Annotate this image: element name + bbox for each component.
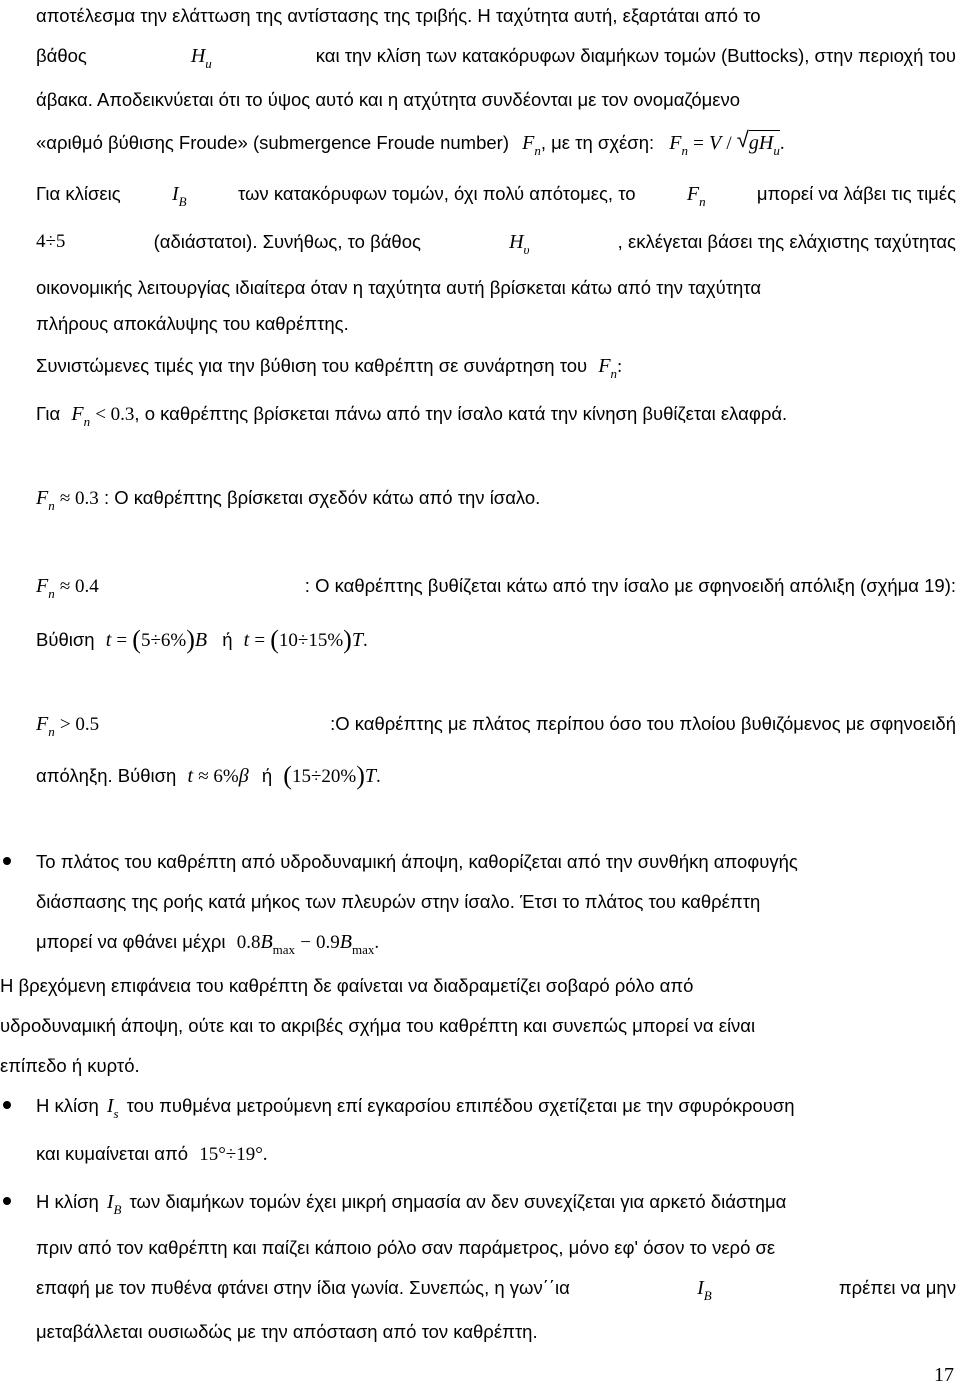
text: Η βρεχόμενη επιφάνεια του καθρέπτη δε φαίνεται να διαδραμετίζει σοβαρό ρόλο από bbox=[0, 975, 694, 996]
text-line bbox=[36, 1142, 956, 1167]
bullet-icon bbox=[0, 853, 16, 869]
text: : Ο καθρέπτης βυθίζεται κάτω από την ίσαλο με σφηνοειδή απόλιξη (σχήμα 19): bbox=[304, 575, 956, 596]
text-line bbox=[36, 574, 956, 600]
text: του πυθμένα μετρούμενη επί εγκαρσίου επιπέδου σχετίζεται με την σφυρόκρουση bbox=[126, 1095, 795, 1116]
text-line bbox=[36, 890, 956, 914]
text-line bbox=[36, 930, 956, 956]
math-range: 4÷5 bbox=[36, 231, 66, 252]
text: διάσπασης της ροής κατά μήκος των πλευρών στην ίσαλο. Έτσι το πλάτος του καθρέπτη bbox=[36, 891, 761, 912]
text: απόληξη. Βύθιση bbox=[36, 765, 177, 786]
text: και την κλίση των κατακόρυφων διαμήκων τομών (Buttocks), στην περιοχή του bbox=[315, 45, 956, 66]
math-Hupsilon: $H_\upsilon$ bbox=[509, 231, 530, 257]
math-immersion: (15÷20%)T. bbox=[283, 761, 381, 790]
math-immersion: t = (10÷15%)T. bbox=[243, 625, 368, 654]
text-line bbox=[0, 1014, 956, 1038]
text: των διαμήκων τομών έχει μικρή σημασία αν δεν συνεχίζεται για αρκετό διάστημα bbox=[129, 1191, 787, 1212]
math-Is: $I_s$ bbox=[106, 1095, 119, 1121]
text: Βύθιση bbox=[36, 629, 95, 650]
text-line bbox=[0, 974, 956, 998]
text-line bbox=[36, 127, 956, 158]
text: πλήρους αποκάλυψης του καθρέπτης. bbox=[36, 313, 349, 334]
text-line bbox=[36, 182, 956, 208]
text-line bbox=[36, 762, 956, 789]
bullet-icon bbox=[0, 1097, 16, 1113]
text: Η κλίση bbox=[36, 1191, 99, 1212]
text: ή bbox=[222, 629, 233, 650]
bullet-item bbox=[0, 1190, 956, 1216]
math-Fn: $F_n$ bbox=[522, 132, 541, 158]
text: Η κλίση bbox=[36, 1095, 99, 1116]
text-line bbox=[36, 88, 956, 112]
text: : Ο καθρέπτης βρίσκεται σχεδόν κάτω από την ίσαλο. bbox=[103, 487, 541, 508]
text-line bbox=[0, 1054, 956, 1078]
text: επίπεδο ή κυρτό. bbox=[0, 1055, 140, 1076]
math-Fn-cond: $F_n \approx 0.4$ bbox=[36, 575, 99, 601]
equation-froude: $F_n = V / √gH_u$. bbox=[669, 127, 785, 158]
text: μπορεί να φθάνει μέχρι bbox=[36, 931, 226, 952]
math-Fn: $F_n$ bbox=[686, 183, 706, 209]
math-angle-range: 15°÷19°. bbox=[199, 1144, 268, 1165]
math-Hu: $H_u$ bbox=[190, 45, 212, 71]
bullet-item bbox=[0, 1094, 956, 1120]
text: Συνιστώμενες τιμές για την βύθιση του καθρέπτη σε συνάρτηση του bbox=[36, 355, 588, 376]
text-line bbox=[36, 712, 956, 738]
text: Το πλάτος του καθρέπτη από υδροδυναμική άποψη, καθορίζεται από την συνθήκη αποφυγής bbox=[36, 851, 798, 872]
text: Για bbox=[36, 403, 61, 424]
text: , εκλέγεται βάσει της ελάχιστης ταχύτητας bbox=[617, 231, 956, 252]
text: άβακα. Αποδεικνύεται ότι το ύψος αυτό και η ατχύτητα συνδέονται με τον ονομαζόμενο bbox=[36, 89, 741, 110]
text: αποτέλεσμα την ελάττωση της αντίστασης της τριβής. Η ταχύτητα αυτή, εξαρτάται από το bbox=[36, 5, 761, 26]
text-line bbox=[36, 486, 956, 512]
math-Fn-cond: $F_n > 0.5$ bbox=[36, 713, 100, 739]
text-line bbox=[36, 1236, 956, 1260]
text: ή bbox=[261, 765, 273, 786]
text: των κατακόρυφων τομών, όχι πολύ απότομες, το bbox=[237, 183, 636, 204]
text: και κυμαίνεται από bbox=[36, 1143, 189, 1164]
text: «αριθμό βύθισης Froude» (submergence Froude number) bbox=[36, 132, 509, 153]
text: , με τη σχέση: bbox=[540, 132, 655, 153]
text: πριν από τον καθρέπτη και παίζει κάποιο ρόλο σαν παράμετρος, μόνο εφ' όσον το νερό σε bbox=[36, 1237, 776, 1258]
math-Fn: $F_n$: bbox=[598, 355, 623, 381]
text: πρέπει να μην bbox=[838, 1277, 956, 1298]
text-line bbox=[36, 4, 956, 28]
text-line bbox=[36, 354, 956, 380]
text: (αδιάστατοι). Συνήθως, το βάθος bbox=[153, 231, 421, 252]
text-line bbox=[36, 1320, 956, 1344]
text-line bbox=[36, 230, 956, 256]
text: βάθος bbox=[36, 45, 87, 66]
math-IB: $I_B$ bbox=[697, 1277, 712, 1303]
math-bmax: $0.8B_{max} - 0.9B_{max}$. bbox=[236, 931, 380, 957]
text: επαφή με τον πυθένα φτάνει στην ίδια γωνία. Συνεπώς, η γων΄΄ια bbox=[36, 1277, 570, 1298]
text: οικονομικής λειτουργίας ιδιαίτερα όταν η ταχύτητα αυτή βρίσκεται κάτω από την ταχύτητα bbox=[36, 277, 762, 298]
text: Για κλίσεις bbox=[36, 183, 121, 204]
bullet-icon bbox=[0, 1193, 16, 1209]
text-line bbox=[36, 626, 956, 653]
text: μεταβάλλεται ουσιωδώς με την απόσταση από τον καθρέπτη. bbox=[36, 1321, 538, 1342]
text: :Ο καθρέπτης με πλάτος περίπου όσο του πλοίου βυθιζόμενος με σφηνοειδή bbox=[330, 713, 956, 734]
text-line bbox=[36, 1276, 956, 1302]
bullet-item bbox=[0, 850, 956, 874]
math-IB: $I_B$ bbox=[171, 183, 187, 209]
text: , ο καθρέπτης βρίσκεται πάνω από την ίσαλο κατά την κίνηση βυθίζεται ελαφρά. bbox=[134, 403, 788, 424]
text-line bbox=[36, 276, 956, 300]
math-immersion: t ≈ 6%β bbox=[187, 765, 249, 787]
text: μπορεί να λάβει τις τιμές bbox=[756, 183, 956, 204]
text-line bbox=[36, 402, 956, 428]
text: υδροδυναμική άποψη, ούτε και το ακριβές σχήμα του καθρέπτη και συνεπώς μπορεί να είναι bbox=[0, 1015, 756, 1036]
text-line bbox=[36, 44, 956, 70]
math-Fn-cond: $F_n \approx 0.3$ bbox=[36, 487, 99, 513]
math-immersion: t = (5÷6%)B bbox=[105, 625, 208, 654]
math-Fn-cond: $F_n < 0.3$ bbox=[71, 403, 135, 429]
math-IB: $I_B$ bbox=[106, 1191, 122, 1217]
text-line bbox=[36, 312, 956, 336]
page-number: 17 bbox=[934, 1364, 954, 1386]
